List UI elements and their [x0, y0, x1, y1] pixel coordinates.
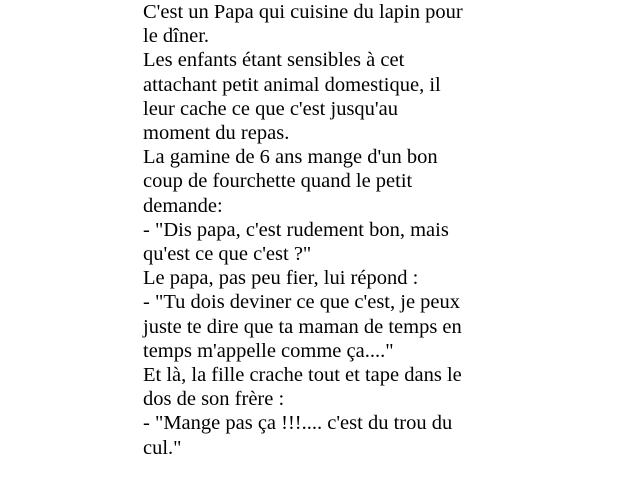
text-line: Le papa, pas peu fier, lui répond : [143, 267, 419, 290]
text-line: leur cache ce que c'est jusqu'au [143, 97, 398, 120]
joke-text-block [143, 0, 613, 460]
text-line: coup de fourchette quand le petit [143, 170, 413, 193]
text-line: demande: [143, 194, 223, 217]
text-line: - "Mange pas ça !!!.... c'est du trou du [143, 412, 453, 435]
text-line: temps m'appelle comme ça...." [143, 339, 394, 362]
text-line: C'est un Papa qui cuisine du lapin pour [143, 1, 463, 23]
text-line: - "Tu dois deviner ce que c'est, je peux [143, 291, 461, 314]
text-line: juste te dire que ta maman de temps en [143, 315, 462, 338]
text-line: Les enfants étant sensibles à cet [143, 49, 405, 72]
text-line: Et là, la fille crache tout et tape dans le [143, 364, 462, 387]
text-line: cul." [143, 436, 182, 459]
text-line: dos de son frère : [143, 388, 285, 411]
text-line: moment du repas. [143, 122, 290, 145]
text-line: le dîner. [143, 25, 210, 48]
text-line: - "Dis papa, c'est rudement bon, mais [143, 218, 449, 241]
text-line: attachant petit animal domestique, il [143, 73, 441, 96]
text-line: La gamine de 6 ans mange d'un bon [143, 146, 438, 169]
text-line: qu'est ce que c'est ?" [143, 243, 312, 266]
